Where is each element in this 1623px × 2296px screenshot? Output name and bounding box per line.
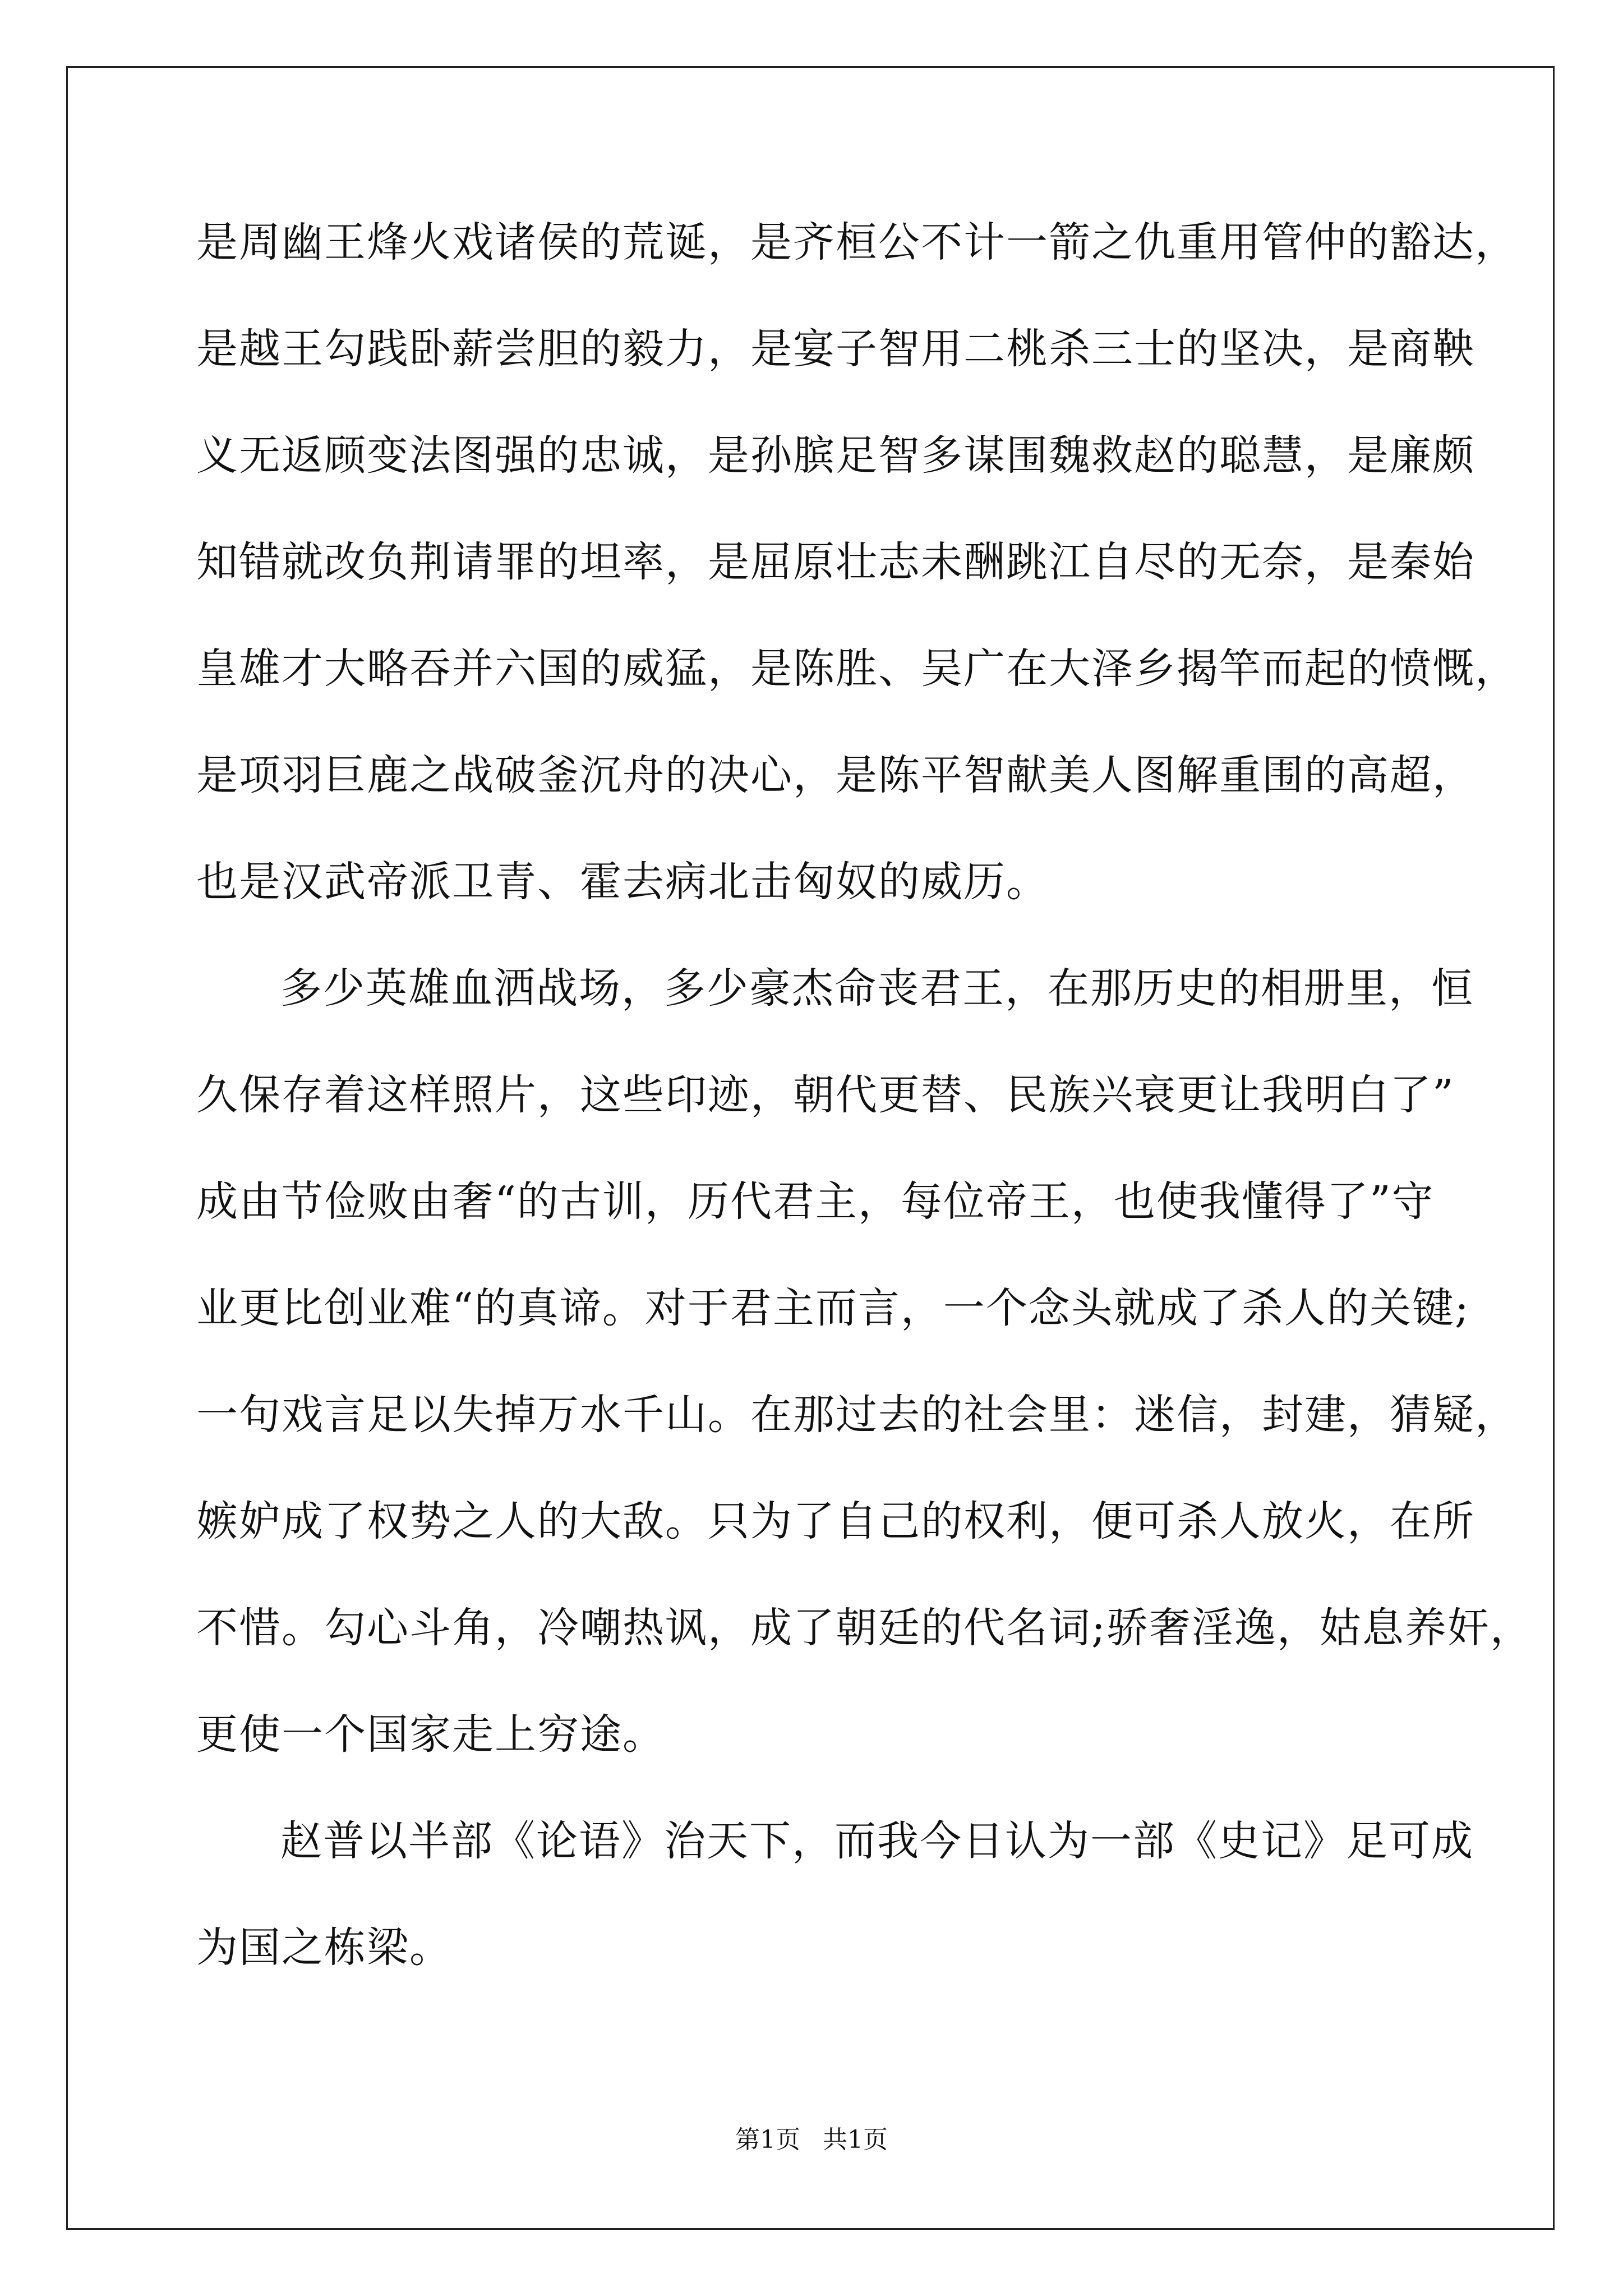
page-footer: [0, 2126, 1623, 2154]
text-line: 是周幽王烽火戏诸侯的荒诞，是齐桓公不计一箭之仇重用管仲的豁达，: [196, 218, 1518, 266]
document-body: [196, 218, 1533, 2033]
text-line: 久保存着这样照片，这些印迹，朝代更替、民族兴衰更让我明白了”: [196, 1071, 1455, 1119]
text-line: 皇雄才大略吞并六国的威猛，是陈胜、吴广在大泽乡揭竿而起的愤慨，: [196, 645, 1518, 693]
text-line: 知错就改负荆请罪的坦率，是屈原壮志未酬跳江自尽的无奈，是秦始: [196, 538, 1475, 586]
text-line: 义无返顾变法图强的忠诚，是孙膑足智多谋围魏救赵的聪慧，是廉颇: [196, 431, 1475, 480]
text-line: 业更比创业难“的真谛。对于君主而言，一个念头就成了杀人的关键;: [196, 1284, 1470, 1332]
text-line: 更使一个国家走上穷途。: [196, 1710, 665, 1759]
text-line: 也是汉武帝派卫青、霍去病北击匈奴的威历。: [196, 858, 1049, 906]
text-line: 不惜。勾心斗角，冷嘲热讽，成了朝廷的代名词;骄奢淫逸，姑息养奸，: [196, 1604, 1533, 1652]
text-line: 是项羽巨鹿之战破釜沉舟的决心，是陈平智献美人图解重围的高超，: [196, 751, 1475, 799]
page-number-current: 第1页: [735, 2125, 800, 2154]
text-line: 为国之栋梁。: [196, 1924, 452, 1972]
text-line: 是越王勾践卧薪尝胆的毅力，是宴子智用二桃杀三士的坚决，是商鞅: [196, 325, 1475, 373]
text-line: 成由节俭败由奢“的古训，历代君主，每位帝王，也使我懂得了”守: [196, 1177, 1435, 1226]
page-number-total: 共1页: [823, 2125, 888, 2154]
text-line: 一句戏言足以失掉万水千山。在那过去的社会里：迷信，封建，猜疑，: [196, 1391, 1518, 1439]
text-line: 嫉妒成了权势之人的大敌。只为了自己的权利，便可杀人放火，在所: [196, 1497, 1475, 1545]
paragraph-start-line: 赵普以半部《论语》治天下，而我今日认为一部《史记》足可成: [280, 1817, 1474, 1865]
paragraph-start-line: 多少英雄血洒战场，多少豪杰命丧君王，在那历史的相册里，恒: [280, 964, 1474, 1013]
